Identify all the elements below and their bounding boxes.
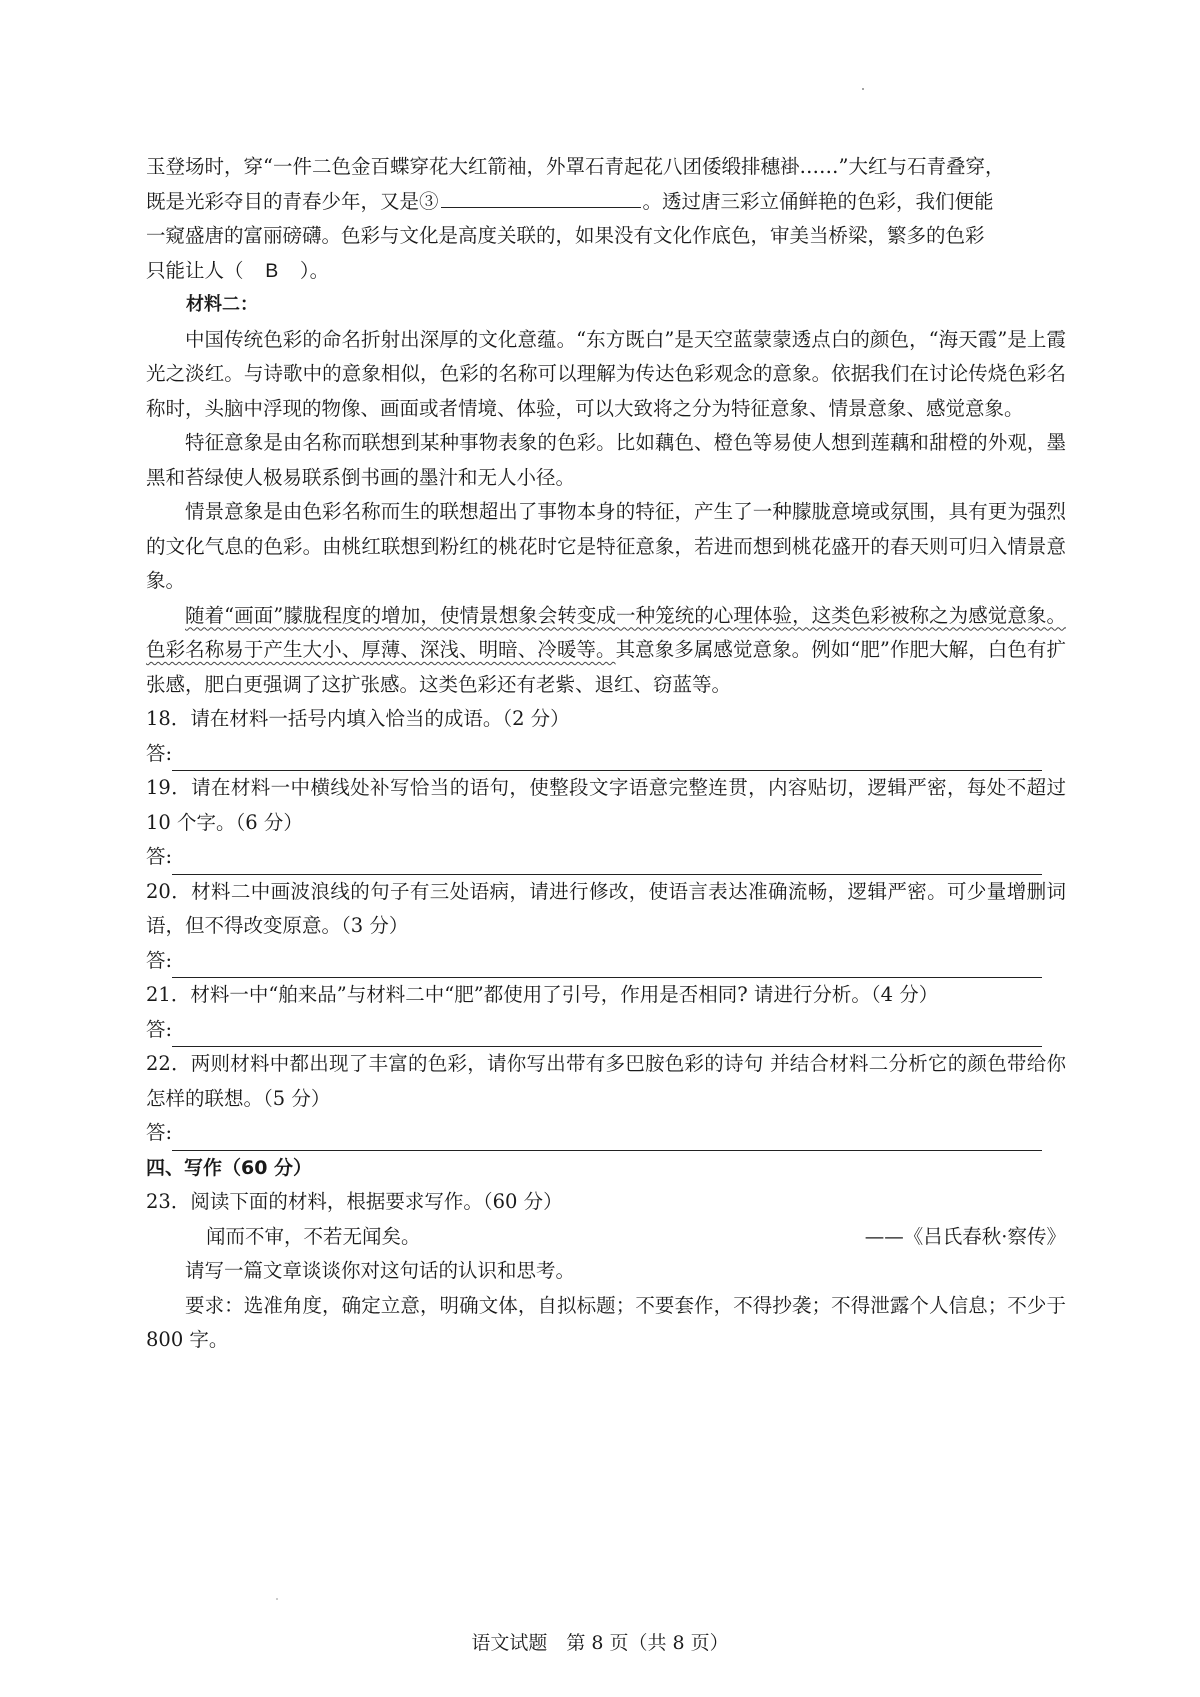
quote-source: ——《吕氏春秋·察传》 [864,1224,1066,1248]
material2-paragraph: 中国传统色彩的命名折射出深厚的文化意蕴。“东方既白”是天空蓝蒙蒙透点白的颜色，“海天霞”是上霞光之淡红。与诗歌中的意象相似，色彩的名称可以理解为传达色彩观念的意象。依据我们在讨论传烧色彩名称时，头脑中浮现的物像、画面或者情境、体验，可以大致将之分为特征意象、情景意象、感觉意象。 [146,327,1066,420]
page-footer: 语文试题 第 8 页（共 8 页） [471,1632,729,1654]
material1-line: 玉登场时，穿“一件二色金百蝶穿花大红箭袖，外罩石青起花八团倭缎排穗褂……”大红与石青叠穿， [146,155,1005,178]
answer-line[interactable] [146,840,1066,875]
answer-line[interactable] [146,944,1066,979]
answer-label: 答: [146,741,173,765]
writing-prompt: 请写一篇文章谈谈你对这句话的认识和思考。 [185,1259,576,1282]
answer-rule [172,748,1042,771]
material2-paragraph: 情景意象是由色彩名称而生的联想超出了事物本身的特征，产生了一种朦胧意境或氛围，具有更为强烈的文化气息的色彩。由桃红联想到粉红的桃花时它是特征意象，若进而想到桃花盛开的春天则可归入情景意象。 [146,500,1066,592]
section-heading-writing: 四、写作（60 分） [146,1156,313,1179]
prompt-quote [146,1220,1066,1255]
question-21: 21．材料一中“舶来品”与材料二中“肥”都使用了引号，作用是否相同? 请进行分析。（4 分） [146,983,939,1006]
question-22: 22．两则材料中都出现了丰富的色彩，请你写出带有多巴胺色彩的诗句 并结合材料二分析它的颜色带给你怎样的联想。（5 分） [146,1052,1066,1110]
wavy-underlined-sentence: 随着“画面”朦胧程度的增加，使情景想象会转变成一种笼统的心理体验，这类色彩被称之为感觉意象。色彩名称易于产生大小、厚薄、深浅、明暗、冷暖等。 [146,603,1066,661]
scan-speck [276,1598,278,1600]
question-20: 20．材料二中画波浪线的句子有三处语病，请进行修改，使语言表达准确流畅，逻辑严密。可少量增删词语，但不得改变原意。（3 分） [146,879,1066,937]
material1-text: ）。 [299,258,330,282]
material2-label: 材料二： [186,294,258,315]
handwritten-answer [244,260,300,282]
question-19: 19．请在材料一中横线处补写恰当的语句，使整段文字语意完整连贯，内容贴切，逻辑严密，每处不超过 10 个字。（6 分） [146,776,1066,834]
material1-line: 一窥盛唐的富丽磅礴。色彩与文化是高度关联的，如果没有文化作底色，审美当桥梁，繁多的色彩 [146,224,985,247]
question-18: 18．请在材料一括号内填入恰当的成语。（2 分） [146,707,570,730]
question-23: 23．阅读下面的材料，根据要求写作。（60 分） [146,1190,563,1213]
answer-line[interactable] [146,1013,1066,1048]
material1-line [146,254,1066,289]
answer-rule [172,955,1042,978]
answer-label: 答: [146,1017,173,1041]
answer-line[interactable] [146,1116,1066,1151]
material1-text: 。透过唐三彩立俑鲜艳的色彩，我们便能 [642,189,994,213]
scan-speck [862,88,864,90]
answer-rule [172,852,1042,875]
answer-letter: B [265,259,279,282]
page-content [146,150,1066,1358]
writing-requirements: 要求：选准角度，确定立意，明确文体，自拟标题；不要套作，不得抄袭；不得泄露个人信息；不少于 800 字。 [146,1293,1066,1351]
answer-label: 答: [146,948,173,972]
answer-label: 答: [146,1121,173,1144]
fill-blank-3[interactable] [441,187,641,208]
answer-line[interactable] [146,737,1066,772]
material1-line [146,185,1066,220]
material2-text: 其意象多属感觉意象。例如“肥”作肥大解，白色有扩张感，肥白更强调了这扩张感。这类色彩还有老紫、退红、窃蓝等。 [146,638,1066,696]
material2-paragraph: 特征意象是由名称而联想到某种事物表象的色彩。比如藕色、橙色等易使人想到莲藕和甜橙的外观，墨黑和苔绿使人极易联系倒书画的墨汁和无人小径。 [146,431,1066,489]
quote-text: 闻而不审，不若无闻矣。 [206,1224,421,1248]
material1-text: 既是光彩夺目的青春少年，又是③ [146,189,439,213]
answer-rule [172,1128,1042,1151]
answer-rule [172,1024,1042,1047]
answer-label: 答: [146,845,173,868]
material2-paragraph [146,599,1066,703]
material1-text: 只能让人（ [146,258,244,282]
